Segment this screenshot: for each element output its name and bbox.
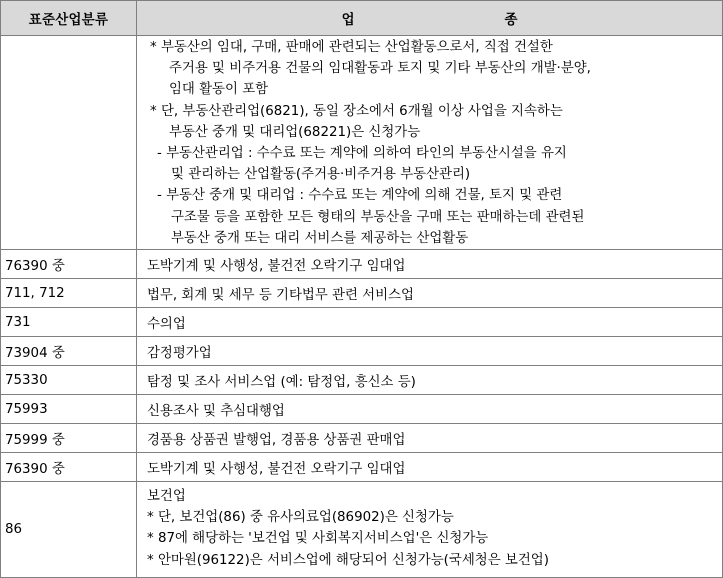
row-code: 86 xyxy=(1,482,137,578)
table-row xyxy=(1,424,723,453)
desc-line: 구조물 등을 포함한 모든 형태의 부동산을 구매 또는 판매하는데 관련된 xyxy=(171,209,585,225)
row-code: 711, 712 xyxy=(1,279,137,308)
header-classification: 표준산업분류 xyxy=(1,1,137,36)
row-description: 도박기계 및 사행성, 불건전 오락기구 임대업 xyxy=(137,250,723,279)
row-description: 도박기계 및 사행성, 불건전 오락기구 임대업 xyxy=(137,453,723,482)
row-code xyxy=(1,36,137,250)
row-code: 75993 xyxy=(1,395,137,424)
row-code: 73904 중 xyxy=(1,337,137,366)
row-code: 731 xyxy=(1,308,137,337)
table-row xyxy=(1,395,723,424)
desc-line: 보건업 xyxy=(147,489,186,505)
desc-line: * 단, 부동산관리업(6821), 동일 장소에서 6개월 이상 사업을 지속하는 xyxy=(150,103,563,119)
desc-line: - 부동산관리업 : 수수료 또는 계약에 의하여 타인의 부동산시설을 유지 xyxy=(157,146,567,162)
desc-line: 및 관리하는 산업활동(주거용·비주거용 부동산관리) xyxy=(171,167,471,183)
table-row xyxy=(1,337,723,366)
desc-line: * 안마원(96122)은 서비스업에 해당되어 신청가능(국세청은 보건업) xyxy=(147,552,549,568)
row-description: 법무, 회계 및 세무 등 기타법무 관련 서비스업 xyxy=(137,279,723,308)
row-description: 수의업 xyxy=(137,308,723,337)
row-description: 감정평가업 xyxy=(137,337,723,366)
desc-line: - 부동산 중개 및 대리업 : 수수료 또는 계약에 의해 건물, 토지 및 관련 xyxy=(157,188,563,204)
row-code: 75330 xyxy=(1,366,137,395)
desc-line: 주거용 및 비주거용 건물의 임대활동과 토지 및 기타 부동산의 개발·분양, xyxy=(169,61,591,77)
header-business-type-b: 종 xyxy=(504,12,518,28)
desc-line: 부동산 중개 및 대리업(68221)은 신청가능 xyxy=(169,124,421,140)
desc-line: * 87에 해당하는 '보건업 및 사회복지서비스업'은 신청가능 xyxy=(147,531,489,547)
row-description xyxy=(137,482,723,578)
table-row xyxy=(1,250,723,279)
row-description xyxy=(137,36,723,250)
table-row xyxy=(1,308,723,337)
table-row xyxy=(1,279,723,308)
row-description: 경품용 상품권 발행업, 경품용 상품권 판매업 xyxy=(137,424,723,453)
desc-line: * 단, 보건업(86) 중 유사의료업(86902)은 신청가능 xyxy=(147,510,454,526)
desc-line: 임대 활동이 포함 xyxy=(169,82,269,98)
row-code: 76390 중 xyxy=(1,250,137,279)
table-row-real-estate xyxy=(1,36,723,250)
header-business-type-a: 업 xyxy=(341,12,355,28)
row-description: 신용조사 및 추심대행업 xyxy=(137,395,723,424)
header-row xyxy=(1,1,723,36)
table-row xyxy=(1,453,723,482)
table-row xyxy=(1,366,723,395)
desc-line: * 부동산의 임대, 구매, 판매에 관련되는 산업활동으로서, 직접 건설한 xyxy=(150,40,553,55)
desc-line: 부동산 중개 또는 대리 서비스를 제공하는 산업활동 xyxy=(171,230,469,246)
header-business-type xyxy=(137,1,723,36)
row-code: 76390 중 xyxy=(1,453,137,482)
table-row-health xyxy=(1,482,723,578)
row-description: 탐정 및 조사 서비스업 (예: 탐정업, 흥신소 등) xyxy=(137,366,723,395)
row-code: 75999 중 xyxy=(1,424,137,453)
